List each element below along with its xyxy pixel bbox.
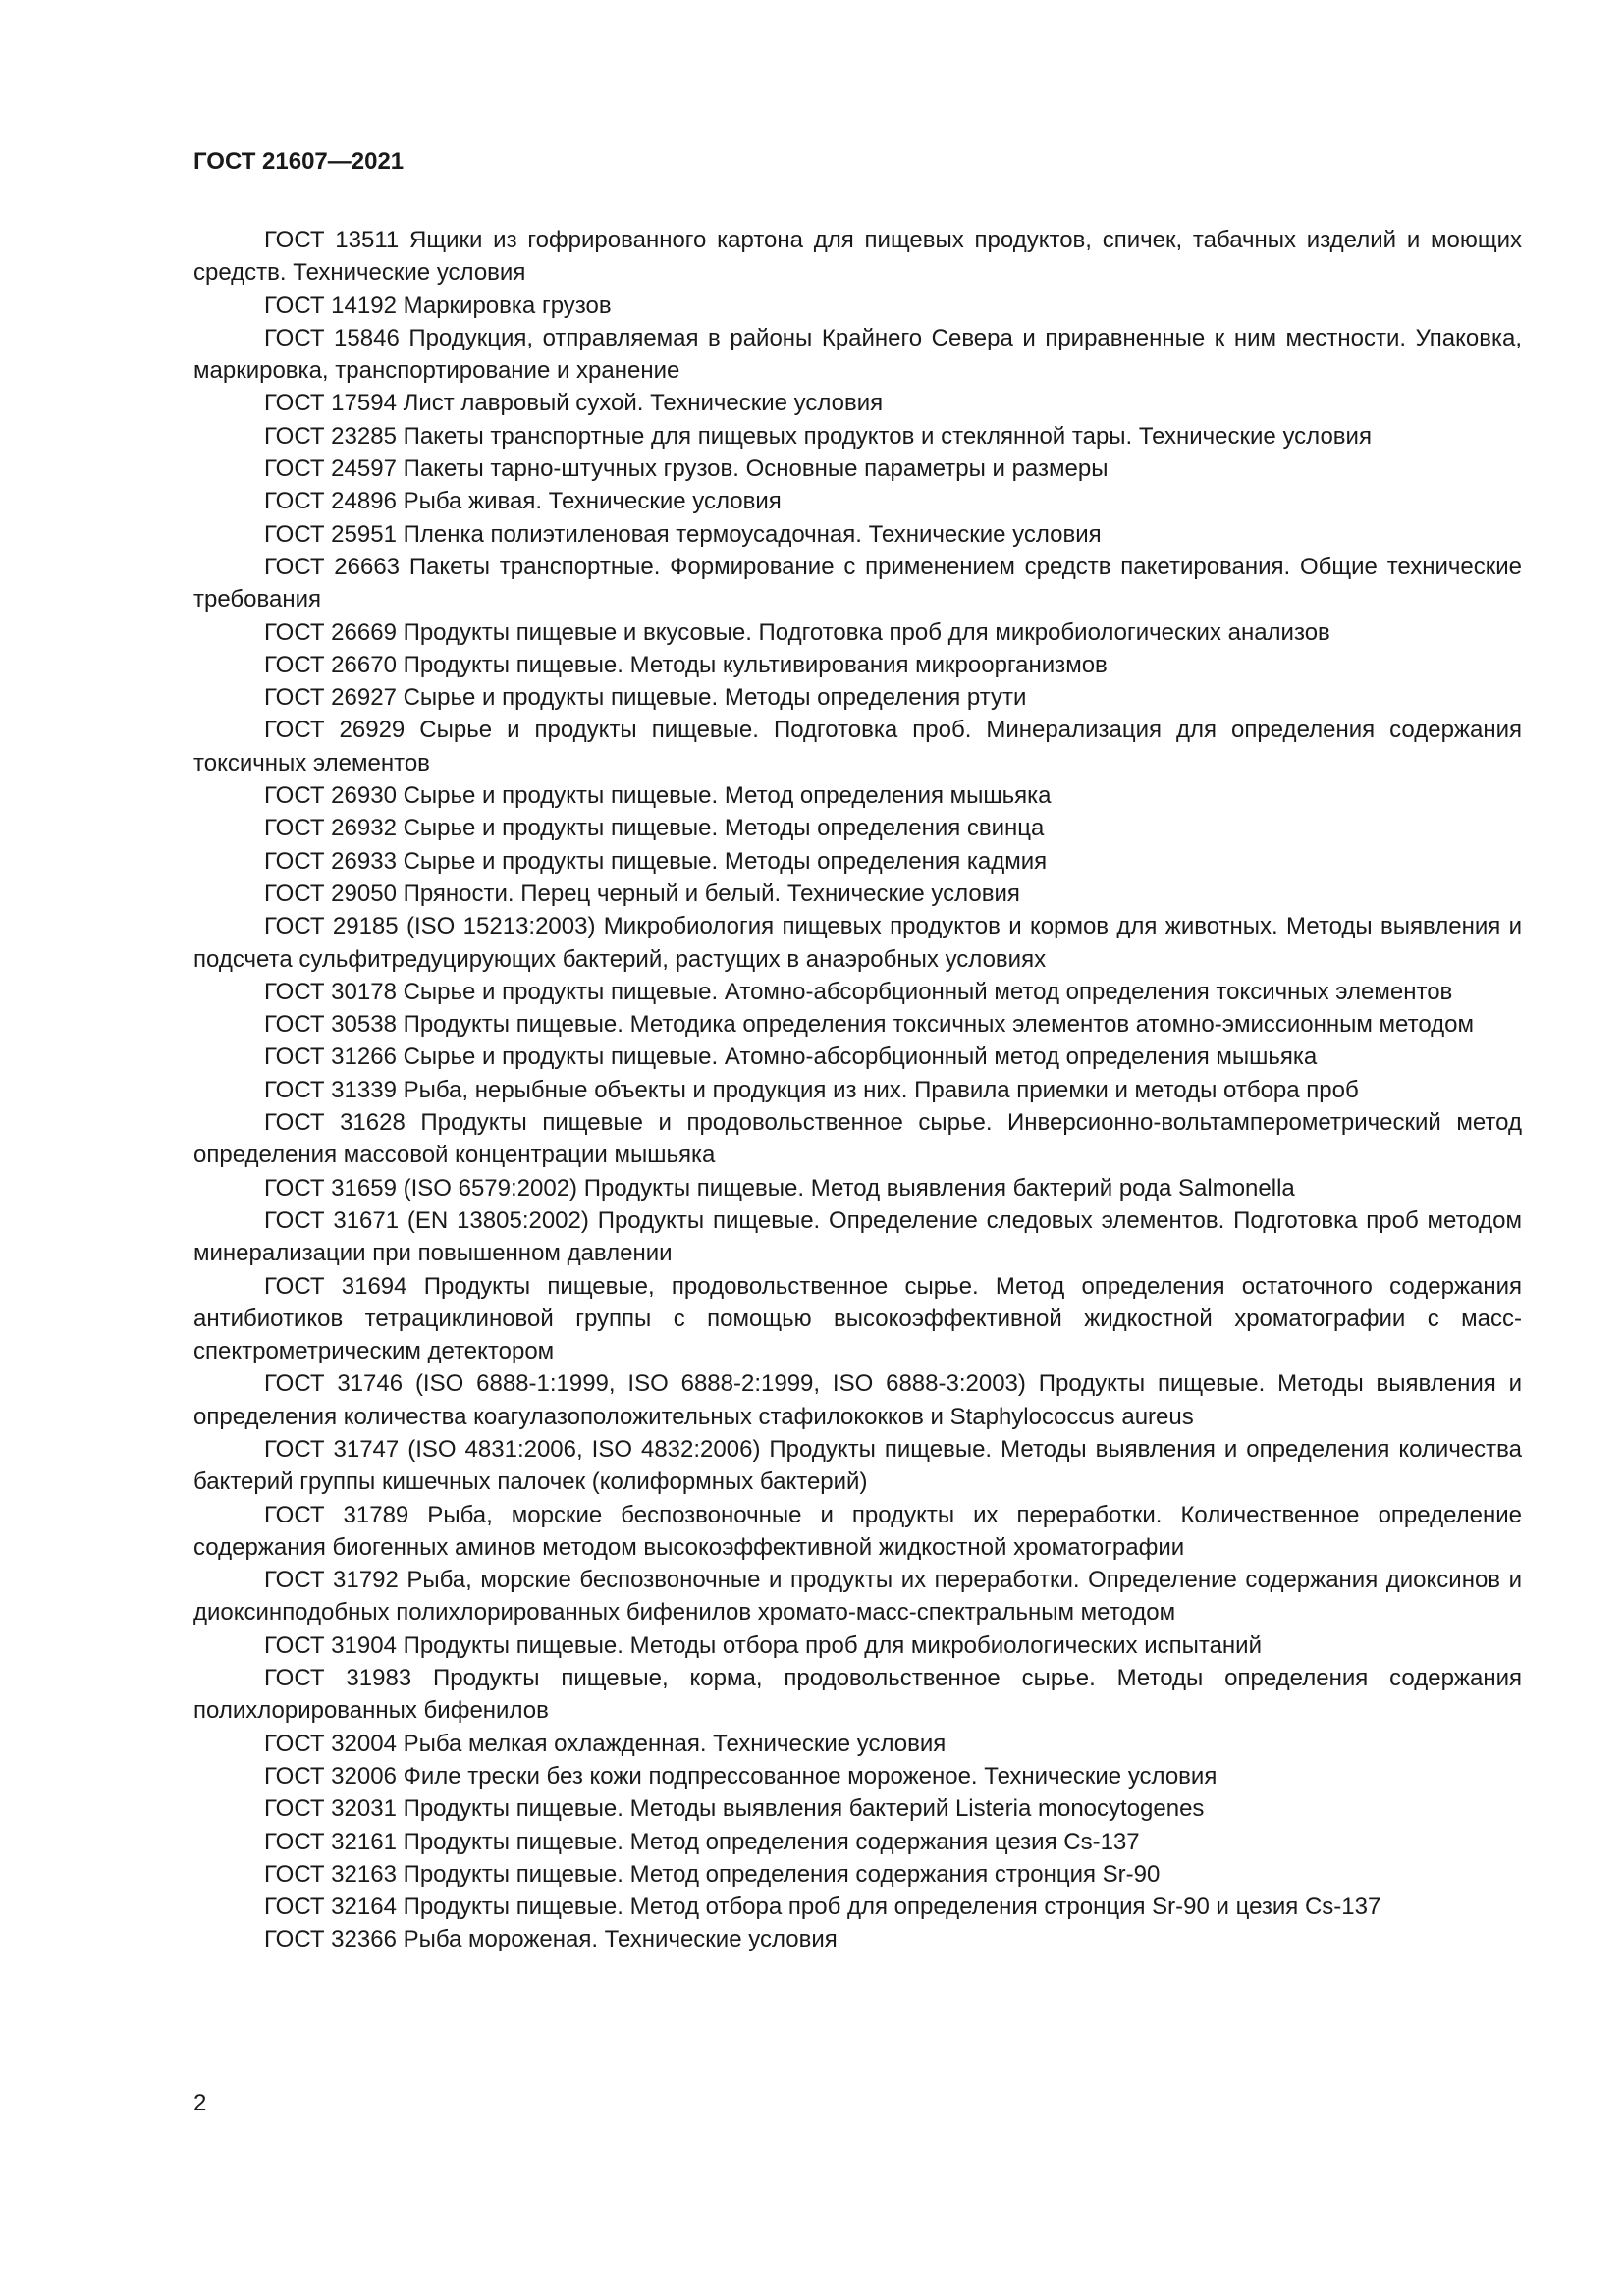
- reference-item: ГОСТ 15846 Продукция, отправляемая в районы Крайнего Севера и приравненные к ним местности. Упаковка, маркировка, транспортирование и хранение: [193, 324, 1522, 385]
- reference-item: ГОСТ 32006 Филе трески без кожи подпрессованное мороженое. Технические условия: [264, 1762, 1218, 1789]
- reference-item: ГОСТ 29185 (ISO 15213:2003) Микробиология пищевых продуктов и кормов для животных. Методы выявления и подсчета сульфитредуцирующих бактерий, растущих в анаэробных условиях: [193, 913, 1522, 973]
- reference-item: ГОСТ 23285 Пакеты транспортные для пищевых продуктов и стеклянной тары. Технические условия: [264, 422, 1372, 450]
- reference-item: ГОСТ 31792 Рыба, морские беспозвоночные и продукты их переработки. Определение содержания диоксинов и диоксинподобных полихлорированных бифенилов хромато-масс-спектральным методом: [193, 1567, 1522, 1627]
- reference-item: ГОСТ 32031 Продукты пищевые. Методы выявления бактерий Listeria monocytogenes: [264, 1795, 1205, 1823]
- reference-item: ГОСТ 26930 Сырье и продукты пищевые. Метод определения мышьяка: [264, 782, 1052, 810]
- reference-item: ГОСТ 31747 (ISO 4831:2006, ISO 4832:2006) Продукты пищевые. Методы выявления и определения количества бактерий группы кишечных палочек (колиформных бактерий): [193, 1435, 1522, 1496]
- reference-item: ГОСТ 31789 Рыба, морские беспозвоночные и продукты их переработки. Количественное определение содержания биогенных аминов методом высокоэффективной жидкостной хроматографии: [193, 1501, 1522, 1561]
- reference-item: ГОСТ 24896 Рыба живая. Технические условия: [264, 488, 782, 515]
- reference-item: ГОСТ 26929 Сырье и продукты пищевые. Подготовка проб. Минерализация для определения содержания токсичных элементов: [193, 717, 1522, 776]
- reference-item: ГОСТ 24597 Пакеты тарно-штучных грузов. Основные параметры и размеры: [264, 455, 1109, 483]
- reference-item: ГОСТ 31983 Продукты пищевые, корма, продовольственное сырье. Методы определения содержания полихлорированных бифенилов: [193, 1665, 1522, 1725]
- reference-item: ГОСТ 13511 Ящики из гофрированного картона для пищевых продуктов, спичек, табачных изделий и моющих средств. Технические условия: [193, 227, 1522, 287]
- reference-item: ГОСТ 32004 Рыба мелкая охлажденная. Технические условия: [264, 1730, 947, 1757]
- normative-references-list: [193, 224, 1522, 1956]
- reference-item: ГОСТ 31339 Рыба, нерыбные объекты и продукция из них. Правила приемки и методы отбора проб: [264, 1076, 1359, 1103]
- reference-item: ГОСТ 31659 (ISO 6579:2002) Продукты пищевые. Метод выявления бактерий рода Salmonella: [264, 1174, 1295, 1201]
- reference-item: ГОСТ 25951 Пленка полиэтиленовая термоусадочная. Технические условия: [264, 520, 1102, 548]
- reference-item: ГОСТ 26933 Сырье и продукты пищевые. Методы определения кадмия: [264, 847, 1048, 875]
- reference-item: ГОСТ 30538 Продукты пищевые. Методика определения токсичных элементов атомно-эмиссионным методом: [264, 1011, 1474, 1039]
- reference-item: ГОСТ 26669 Продукты пищевые и вкусовые. Подготовка проб для микробиологических анализов: [264, 618, 1330, 646]
- reference-item: ГОСТ 31671 (EN 13805:2002) Продукты пищевые. Определение следовых элементов. Подготовка проб методом минерализации при повышенном давлении: [193, 1206, 1522, 1267]
- reference-item: ГОСТ 32366 Рыба мороженая. Технические условия: [264, 1926, 838, 1953]
- reference-item: ГОСТ 31746 (ISO 6888-1:1999, ISO 6888-2:1999, ISO 6888-3:2003) Продукты пищевые. Методы выявления и определения количества коагулазоположительных стафилококков и Staphylococcus aureus: [193, 1370, 1522, 1430]
- reference-item: ГОСТ 26663 Пакеты транспортные. Формирование с применением средств пакетирования. Общие технические требования: [193, 553, 1522, 614]
- reference-item: ГОСТ 14192 Маркировка грузов: [264, 292, 612, 319]
- reference-item: ГОСТ 31266 Сырье и продукты пищевые. Атомно-абсорбционный метод определения мышьяка: [264, 1043, 1318, 1071]
- reference-item: ГОСТ 32164 Продукты пищевые. Метод отбора проб для определения стронция Sr-90 и цезия Cs-137: [264, 1894, 1381, 1921]
- reference-item: ГОСТ 29050 Пряности. Перец черный и белый. Технические условия: [264, 880, 1020, 907]
- reference-item: ГОСТ 31904 Продукты пищевые. Методы отбора проб для микробиологических испытаний: [264, 1631, 1262, 1659]
- page-number: 2: [193, 2090, 207, 2116]
- document-header: ГОСТ 21607—2021: [193, 148, 405, 175]
- reference-item: ГОСТ 31694 Продукты пищевые, продовольственное сырье. Метод определения остаточного содержания антибиотиков тетрациклиновой группы с помощью высокоэффективной жидкостной хроматографии с масс-спектрометрическим детектором: [193, 1272, 1522, 1365]
- reference-item: ГОСТ 26670 Продукты пищевые. Методы культивирования микроорганизмов: [264, 651, 1108, 678]
- reference-item: ГОСТ 31628 Продукты пищевые и продовольственное сырье. Инверсионно-вольтамперометрический метод определения массовой концентрации мышьяка: [193, 1109, 1522, 1169]
- reference-item: ГОСТ 17594 Лист лавровый сухой. Технические условия: [264, 390, 884, 417]
- reference-item: ГОСТ 26927 Сырье и продукты пищевые. Методы определения ртути: [264, 684, 1027, 712]
- reference-item: ГОСТ 32161 Продукты пищевые. Метод определения содержания цезия Cs-137: [264, 1828, 1140, 1855]
- reference-item: ГОСТ 30178 Сырье и продукты пищевые. Атомно-абсорбционный метод определения токсичных элементов: [264, 978, 1453, 1005]
- reference-item: ГОСТ 32163 Продукты пищевые. Метод определения содержания стронция Sr-90: [264, 1860, 1161, 1888]
- reference-item: ГОСТ 26932 Сырье и продукты пищевые. Методы определения свинца: [264, 815, 1045, 842]
